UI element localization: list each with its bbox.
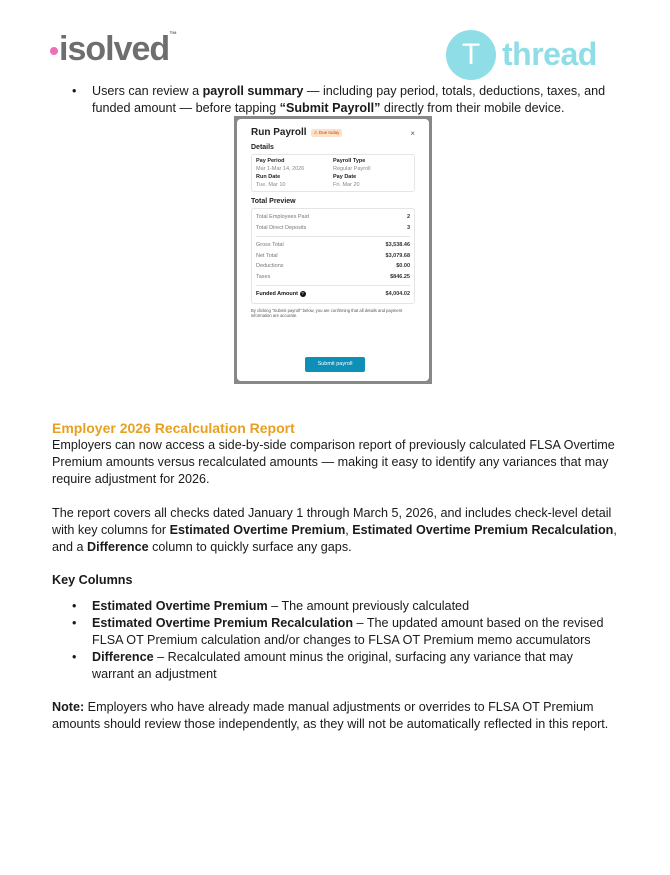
preview-row: Total Direct Deposits 3 (256, 224, 410, 231)
detail-value: Tue. Mar 10 (256, 182, 286, 188)
list-item: • Estimated Overtime Premium – The amount previously calculated (72, 599, 470, 613)
modal-title: Run Payroll (251, 127, 307, 138)
preview-row: Total Employees Paid 2 (256, 214, 410, 220)
detail-value: Regular Payroll (333, 166, 371, 172)
run-payroll-screenshot (234, 116, 432, 384)
preview-row: Gross Total $3,538.46 (256, 242, 410, 248)
total-preview-label: Total Preview (251, 198, 296, 205)
paragraph-2: The report covers all checks dated January 1 through March 5, 2026, and includes check-level detail with key columns for Estimated Overtime Premium, Estimated Overtime Premium Recalculation, and a Difference column to quickly surface any gaps. (52, 506, 617, 554)
details-card (251, 154, 415, 192)
detail-value: Fri. Mar 20 (333, 182, 360, 188)
key-columns-list (72, 598, 612, 683)
help-icon[interactable]: ? (301, 290, 304, 296)
intro-bullet: • Users can review a payroll summary — including pay period, totals, deductions, taxes, and funded amount — before tapping “Submit Payroll” directly from their mobile device. (72, 84, 606, 115)
total-preview-card (251, 208, 415, 304)
detail-key: Run Date (256, 174, 281, 180)
thread-logo: thread (502, 36, 597, 72)
preview-row: Taxes $846.25 (256, 273, 410, 280)
section-heading: Employer 2026 Recalculation Report (52, 420, 295, 436)
detail-value: Mar 1-Mar 14, 2026 (256, 166, 305, 172)
preview-row: Deductions $0.00 (256, 263, 410, 269)
list-item: • Estimated Overtime Premium Recalculation – The updated amount based on the revised FLSA OT Premium calculation and/or changes to FLSA OT Premium memo accumulators (72, 616, 604, 647)
funded-amount-row: Funded Amount ? $4,004.02 (256, 290, 410, 297)
logo-dot-icon (50, 47, 58, 55)
note-paragraph: Note: Employers who have already made manual adjustments or overrides to FLSA OT Premium amounts should review those independently, as they will not be automatically reflected in this report. (52, 700, 609, 731)
bullet-icon: • (72, 84, 77, 98)
run-payroll-modal (237, 119, 429, 381)
key-columns-label: Key Columns (52, 573, 133, 587)
preview-row: Net Total $3,079.68 (256, 252, 410, 259)
paragraph-1: Employers can now access a side-by-side comparison report of previously calculated FLSA Overtime Premium amounts versus recalculated amounts — making it easy to identify any variances that may require adjustment for 2026. (52, 438, 615, 486)
close-icon[interactable]: × (410, 129, 415, 138)
due-today-badge: ⚠ Due today (311, 129, 343, 137)
list-item: • Difference – Recalculated amount minus the original, surfacing any variance that may warrant an adjustment (72, 650, 573, 681)
submit-payroll-button[interactable]: Submit payroll (305, 357, 365, 372)
isolved-wordmark: isolved (59, 30, 170, 68)
thread-logo-mark: T (446, 30, 496, 80)
detail-key: Pay Date (333, 174, 357, 180)
detail-key: Payroll Type (333, 158, 366, 164)
details-label: Details (251, 144, 274, 151)
detail-key: Pay Period (256, 158, 285, 164)
disclaimer: By clicking "Submit payroll" below, you are confirming that all details and payment information are accurate. (251, 307, 403, 318)
isolved-logo: isolved™ (50, 30, 176, 69)
